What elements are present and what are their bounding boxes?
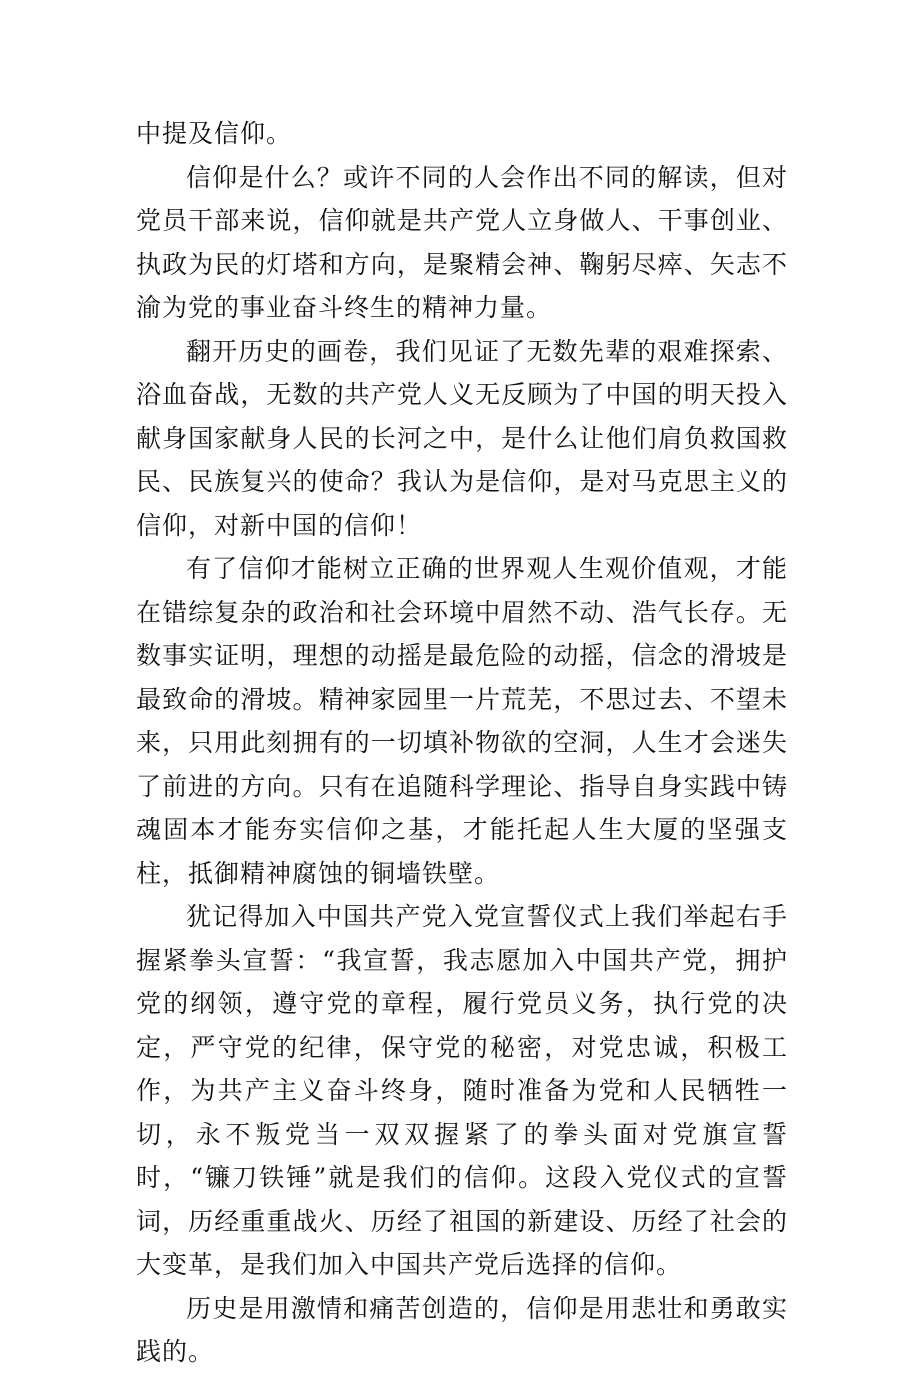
paragraph-worldview: 有了信仰才能树立正确的世界观人生观价值观，才能在错综复杂的政治和社会环境中眉然不动、浩气长存。无数事实证明，理想的动摇是最危险的动摇，信念的滑坡是最致命的滑坡。精神家园里一片荒芜，不思过去、不望未来，只用此刻拥有的一切填补物欲的空洞，人生才会迷失了前进的方向。只有在追随科学理论、指导自身实践中铸魂固本才能夯实信仰之基，才能托起人生大厦的坚强支柱，抵御精神腐蚀的铜墙铁壁。 <box>136 554 788 888</box>
body-text <box>136 112 788 1374</box>
paragraph-oath: 犹记得加入中国共产党入党宣誓仪式上我们举起右手握紧拳头宣誓：“我宣誓，我志愿加入中国共产党，拥护党的纲领，遵守党的章程，履行党员义务，执行党的决定，严守党的纪律，保守党的秘密，对党忠诚，积极工作，为共产主义奋斗终身，随时准备为党和人民牺牲一切，永不叛党当一双双握紧了的拳头面对党旗宣誓时，“镰刀铁锤”就是我们的信仰。这段入党仪式的宣誓词，历经重重战火、历经了祖国的新建设、历经了社会的大变革，是我们加入中国共产党后选择的信仰。 <box>136 902 788 1279</box>
paragraph-history: 翻开历史的画卷，我们见证了无数先辈的艰难探索、浴血奋战，无数的共产党人义无反顾为了中国的明天投入献身国家献身人民的长河之中，是什么让他们肩负救国救民、民族复兴的使命？我认为是信仰，是对马克思主义的信仰，对新中国的信仰！ <box>136 336 788 540</box>
paragraph-continuation: 中提及信仰。 <box>136 119 293 148</box>
paragraph-closing: 历史是用激情和痛苦创造的，信仰是用悲壮和勇敢实践的。 <box>136 1293 788 1366</box>
paragraph-what-is-faith: 信仰是什么？或许不同的人会作出不同的解读，但对党员干部来说，信仰就是共产党人立身做人、干事创业、执政为民的灯塔和方向，是聚精会神、鞠躬尽瘁、矢志不渝为党的事业奋斗终生的精神力量。 <box>136 162 788 322</box>
